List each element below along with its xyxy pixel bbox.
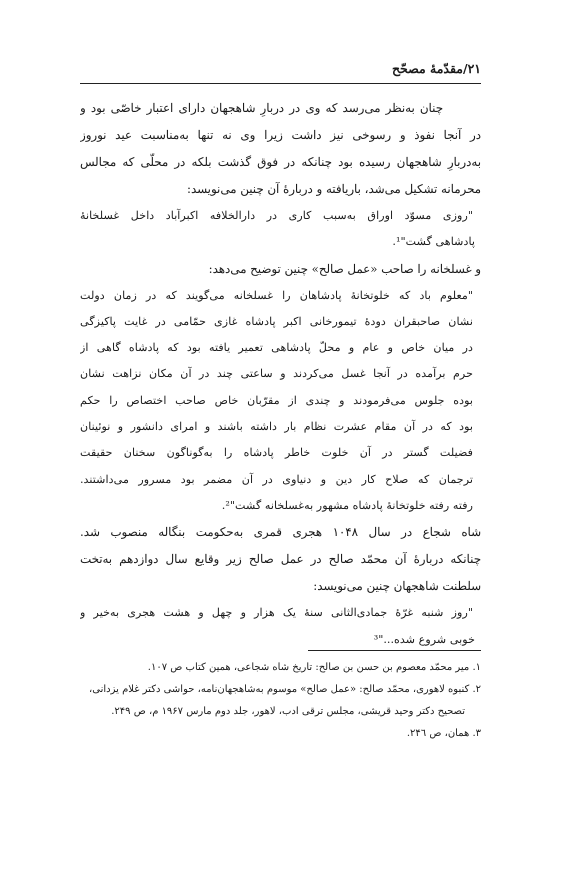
paragraph-line: سلطنت شاهجهان چنین می‌نویسد:	[313, 579, 481, 594]
quote-line: نشان صاحبقران دودهٔ تیمورخانی اکبر پادشاه غازی حمّامی در غایت پاکیزگی	[80, 314, 473, 328]
paragraph-line: شاه شجاع در سال ۱۰۴۸ هجری قمری به‌حکومت بنگاله منصوب شد.	[80, 525, 481, 540]
footnote-continuation: تصحیح دکتر وحید قریشی، مجلس ترقی ادب، لاهور، جلد دوم مارس ۱۹۶۷ م، ص ۲۴۹.	[111, 706, 465, 717]
quote-line: پادشاهی گشت"¹.	[392, 235, 475, 249]
paragraph-line: محرمانه تشکیل می‌شد، باریافته و دربارهٔ آن چنین می‌نویسد:	[186, 182, 481, 196]
footnote: ۲. کنبوه لاهوری، محمّد صالح: «عمل صالح» موسوم به‌شاهجهان‌نامه، حواشی دکتر غلام یزدانی،	[89, 684, 481, 695]
quote-line: حرم برآمده در آنجا غسل می‌کردند و ساعتی چند در آن مکان نزاهت نشان	[80, 367, 473, 381]
running-header: ۲۱/مقدّمهٔ مصحّح	[391, 61, 481, 76]
main-text	[80, 95, 481, 653]
quote-line: بود که در آن مقام عشرت نظام بار داشته باشند و امرای دانشور و نوئینان	[80, 420, 473, 434]
quote-line: "معلوم باد که خلوتخانهٔ پادشاهان را غسلخانه می‌گویند که در زمان دولت	[80, 288, 473, 302]
footnote-rule	[308, 650, 481, 651]
paragraph-line: در آنجا نفوذ و رسوخی نیز داشت زیرا وی نه تنها به‌مناسبت عید نوروز	[80, 128, 481, 142]
paragraph-line: چنان به‌نظر می‌رسد که وی در دربارِ شاهجهان دارای اعتبار خاصّی بود و	[80, 101, 443, 115]
paragraph-line: و غسلخانه را صاحب «عمل صالح» چنین توضیح می‌دهد:	[208, 261, 481, 276]
quote-line: خوبی شروع شده..."³	[373, 632, 475, 646]
quote-line: در میان خاص و عام و محلّ پادشاهی تعمیر یافته بود که پادشاه گاهی از	[80, 341, 473, 355]
quote-line: بوده جلوس می‌فرمودند و چندی از مقرّبان خاص صاحب اختصاص را حکم	[80, 393, 473, 407]
quote-line: "روزی مسوّد اوراق به‌سبب کاری در دارالخلافه اکبرآباد داخل غسلخانهٔ	[80, 209, 473, 222]
paragraph-line: چنانکه دربارهٔ آن محمّد صالح در عمل صالح زیر وقایع سال دوازدهم به‌تخت	[80, 552, 481, 567]
header-rule	[80, 83, 481, 84]
quote-line: رفته رفته خلوتخانهٔ پادشاه مشهور به‌غسلخانه گشت"².	[221, 498, 473, 512]
quote-line: "روز شنبه غرّهٔ جمادی‌الثانی سنهٔ یک هزار و چهل و هشت هجری به‌خیر و	[80, 606, 473, 620]
quote-line: فضیلت گستر در آن خلوت خاطر پادشاه را به‌گوناگون سخنان حقیقت	[80, 446, 473, 460]
quote-line: ترجمان که صلاح کار دین و دنیاوی در آن مضمر بود مسرور می‌داشتند.	[80, 472, 473, 486]
footnote: ۳. همان، ص ۲۴٦.	[406, 728, 481, 739]
footnote: ۱. میر محمّد معصوم بن حسن بن صالح: تاریخ شاه شجاعی، همین کتاب ص ۱۰۷.	[147, 662, 481, 673]
paragraph-line: به‌دربارِ شاهجهان رسیده بود چنانکه در فوق گذشت بلکه در محلّی که مجالس	[80, 155, 481, 169]
footnotes	[80, 657, 481, 745]
